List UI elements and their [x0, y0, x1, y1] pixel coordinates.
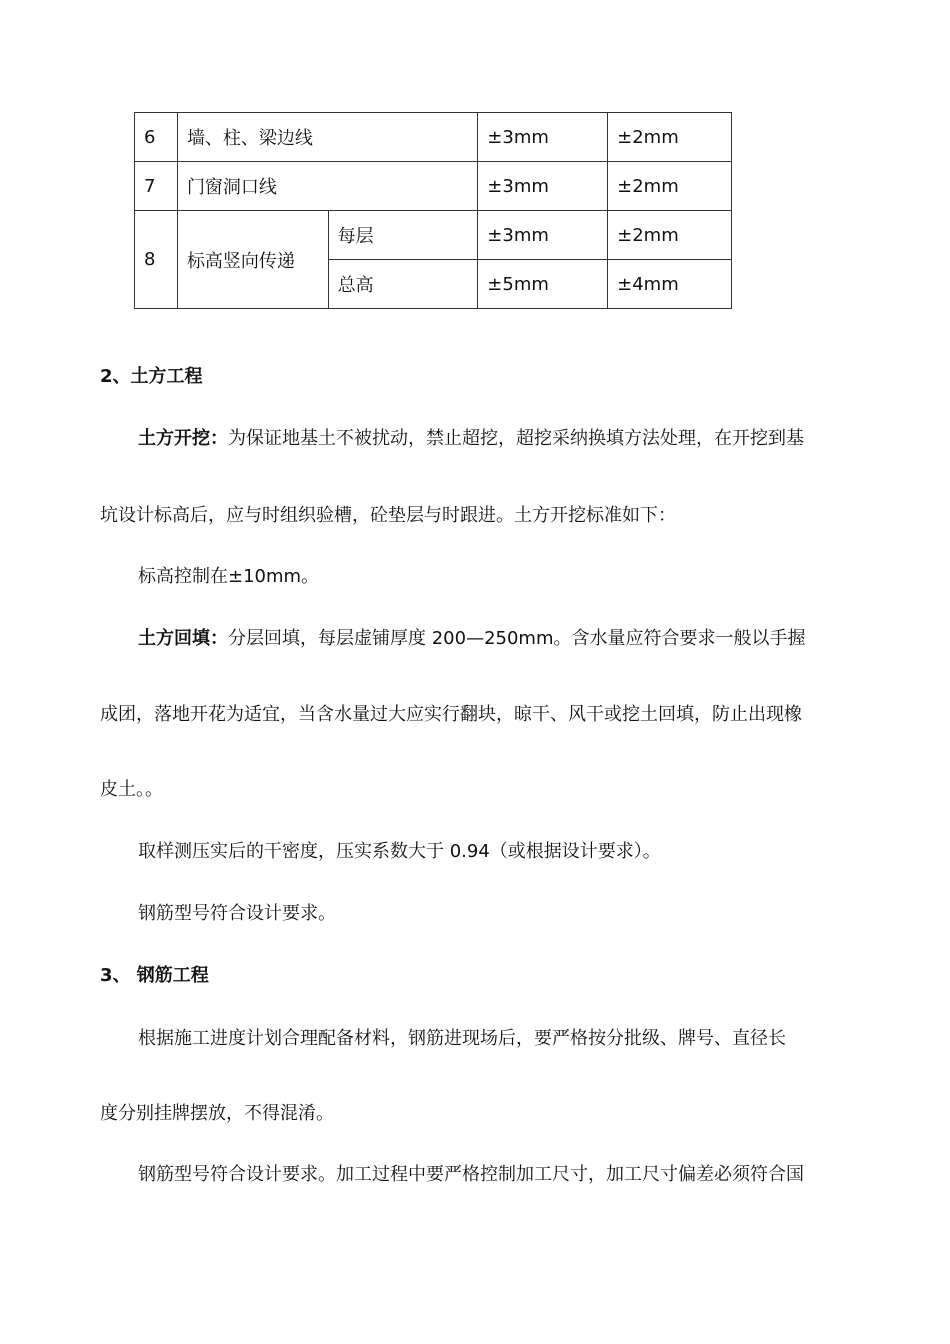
- table-cell-no: 7: [135, 162, 178, 211]
- table-row: [135, 211, 732, 260]
- table-cell-tolerance-b: ±2mm: [608, 162, 732, 211]
- table-row: [135, 162, 732, 211]
- table-cell-subitem: 每层: [328, 211, 478, 260]
- paragraph-excavation-line-1: [138, 427, 850, 451]
- paragraph-compaction: 取样测压实后的干密度，压实系数大于 0.94（或根据设计要求）。: [138, 841, 661, 862]
- paragraph-rebar-note: 钢筋型号符合设计要求。: [138, 903, 336, 924]
- table-cell-tolerance-a: ±3mm: [478, 211, 608, 260]
- table-cell-item: 墙、柱、梁边线: [177, 113, 477, 162]
- paragraph-rebar-processing: 钢筋型号符合设计要求。加工过程中要严格控制加工尺寸，加工尺寸偏差必须符合国: [138, 1164, 804, 1185]
- paragraph-excavation-line-2: 坑设计标高后，应与时组织验槽，砼垫层与时跟进。土方开挖标准如下：: [100, 505, 676, 526]
- table-cell-tolerance-b: ±2mm: [608, 211, 732, 260]
- table-row: [135, 113, 732, 162]
- paragraph-backfill-line-2: 成团，落地开花为适宜，当含水量过大应实行翻块，晾干、风干或挖土回填，防止出现橡: [100, 704, 802, 725]
- backfill-text: 分层回填，每层虚铺厚度 200—250mm。含水量应符合要求一般以手握: [228, 628, 806, 649]
- table-cell-item: 标高竖向传递: [177, 211, 328, 309]
- table-cell-tolerance-a: ±3mm: [478, 113, 608, 162]
- table-cell-tolerance-a: ±3mm: [478, 162, 608, 211]
- backfill-label: 土方回填：: [138, 628, 228, 649]
- paragraph-rebar-line-2: 度分别挂牌摆放，不得混淆。: [100, 1103, 334, 1124]
- excavation-label: 土方开挖：: [138, 428, 228, 449]
- table-cell-tolerance-b: ±2mm: [608, 113, 732, 162]
- paragraph-backfill-line-1: [138, 627, 806, 651]
- table-cell-no: 6: [135, 113, 178, 162]
- table-cell-item: 门窗洞口线: [177, 162, 477, 211]
- excavation-text: 为保证地基土不被扰动，禁止超挖，超挖采纳换填方法处理，在开挖到基: [228, 428, 804, 449]
- section-heading-earthwork: 2、土方工程: [100, 366, 203, 387]
- table-cell-no: 8: [135, 211, 178, 309]
- table-cell-tolerance-a: ±5mm: [478, 260, 608, 309]
- section-heading-rebar: 3、 钢筋工程: [100, 965, 209, 986]
- paragraph-elevation-control: 标高控制在±10mm。: [138, 566, 320, 587]
- paragraph-rebar-line-1: 根据施工进度计划合理配备材料，钢筋进现场后，要严格按分批级、牌号、直径长: [138, 1028, 786, 1049]
- table-cell-subitem: 总高: [328, 260, 478, 309]
- table-cell-tolerance-b: ±4mm: [608, 260, 732, 309]
- tolerance-table: [134, 112, 732, 309]
- paragraph-backfill-line-3: 皮土。。: [100, 779, 163, 800]
